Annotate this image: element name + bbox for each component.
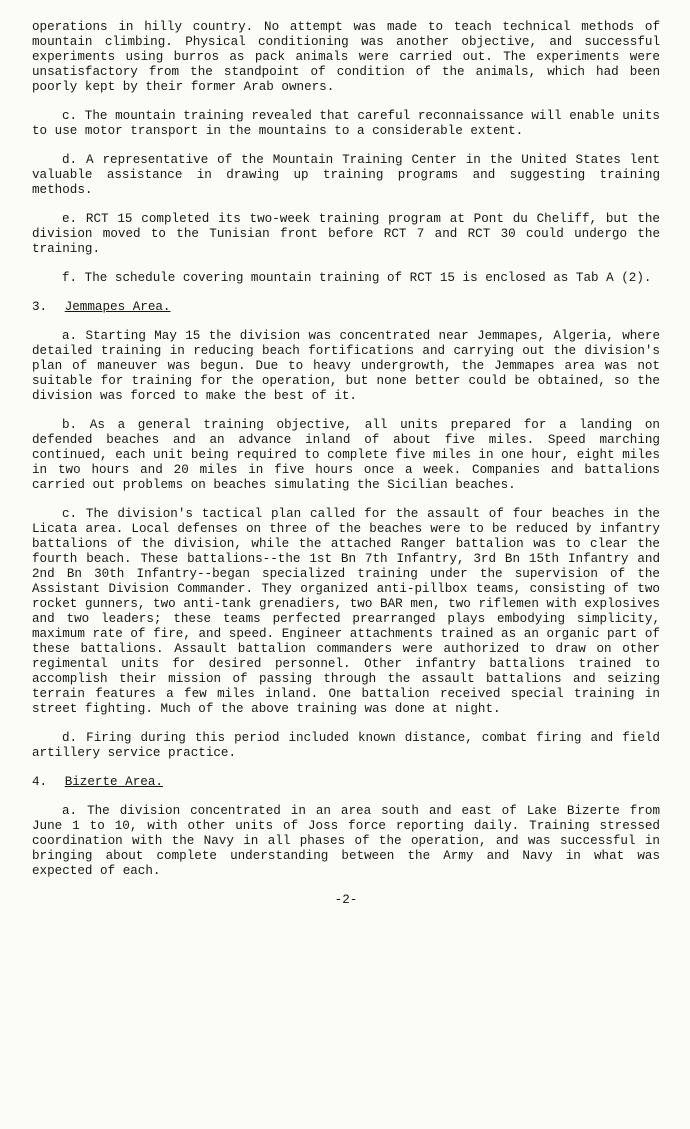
- section-4-number: 4.: [32, 775, 48, 789]
- document-page: [32, 20, 660, 908]
- paragraph-2d: d. A representative of the Mountain Training Center in the United States lent valuable assistance in drawing up training programs and suggesting training methods.: [32, 153, 660, 197]
- section-4-title: Bizerte Area.: [64, 775, 163, 789]
- section-4-heading: [32, 775, 660, 790]
- section-3-number: 3.: [32, 300, 48, 314]
- section-3-title: Jemmapes Area.: [64, 300, 171, 314]
- paragraph-2f: f. The schedule covering mountain training of RCT 15 is enclosed as Tab A (2).: [62, 271, 652, 285]
- section-3-heading: [32, 300, 660, 315]
- paragraph-4a: a. The division concentrated in an area south and east of Lake Bizerte from June 1 to 10, with other units of Joss force reporting daily. Training stressed coordination with the Navy in all phases of the operation, and was successful in bringing about complete understanding between the Army and Navy in what was expected of each.: [32, 804, 660, 878]
- paragraph-continuation: operations in hilly country. No attempt was made to teach technical methods of mountain climbing. Physical conditioning was another objective, and successful experiments using burros as pack animals were carried out. The experiments were unsatisfactory from the standpoint of condition of the animals, which had been poorly kept by their former Arab owners.: [32, 20, 660, 94]
- paragraph-3b: b. As a general training objective, all units prepared for a landing on defended beaches and an advance inland of about five miles. Speed marching continued, each unit being required to complete five miles in one hour, eight miles in two hours and 20 miles in five hours once a week. Companies and battalions carried out problems on beaches simulating the Sicilian beaches.: [32, 418, 660, 492]
- paragraph-3a: a. Starting May 15 the division was concentrated near Jemmapes, Algeria, where detailed training in reducing beach fortifications and carrying out the division's plan of maneuver was begun. Due to heavy undergrowth, the Jemmapes area was not suitable for training for the operation, but none better could be obtained, so the division was forced to make the best of it.: [32, 329, 660, 403]
- paragraph-3c: c. The division's tactical plan called for the assault of four beaches in the Licata area. Local defenses on three of the beaches were to be reduced by infantry battalions of the division, while the attached Ranger battalion was to clear the fourth beach. These battalions--the 1st Bn 7th Infantry, 3rd Bn 15th Infantry and 2nd Bn 30th Infantry--began specialized training under the supervision of the Assistant Division Commander. They organized anti-pillbox teams, consisting of two rocket gunners, two anti-tank grenadiers, two BAR men, two riflemen with explosives and two leaders; these teams perfected prearranged plays embodying simplicity, maximum rate of fire, and speed. Engineer attachments trained as an organic part of these battalions. Assault battalion commanders were authorized to draw on other regimental units for desired personnel. Other infantry battalions trained to accomplish their mission of passing through the assault battalions and seizing terrain features a few miles inland. One battalion received special training in street fighting. Much of the above training was done at night.: [32, 507, 660, 716]
- paragraph-3d: d. Firing during this period included known distance, combat firing and field artillery service practice.: [32, 731, 660, 760]
- page-number: -2-: [334, 893, 358, 907]
- paragraph-2e: e. RCT 15 completed its two-week training program at Pont du Cheliff, but the division moved to the Tunisian front before RCT 7 and RCT 30 could undergo the training.: [32, 212, 660, 256]
- paragraph-2c: c. The mountain training revealed that careful reconnaissance will enable units to use motor transport in the mountains to a considerable extent.: [32, 109, 660, 138]
